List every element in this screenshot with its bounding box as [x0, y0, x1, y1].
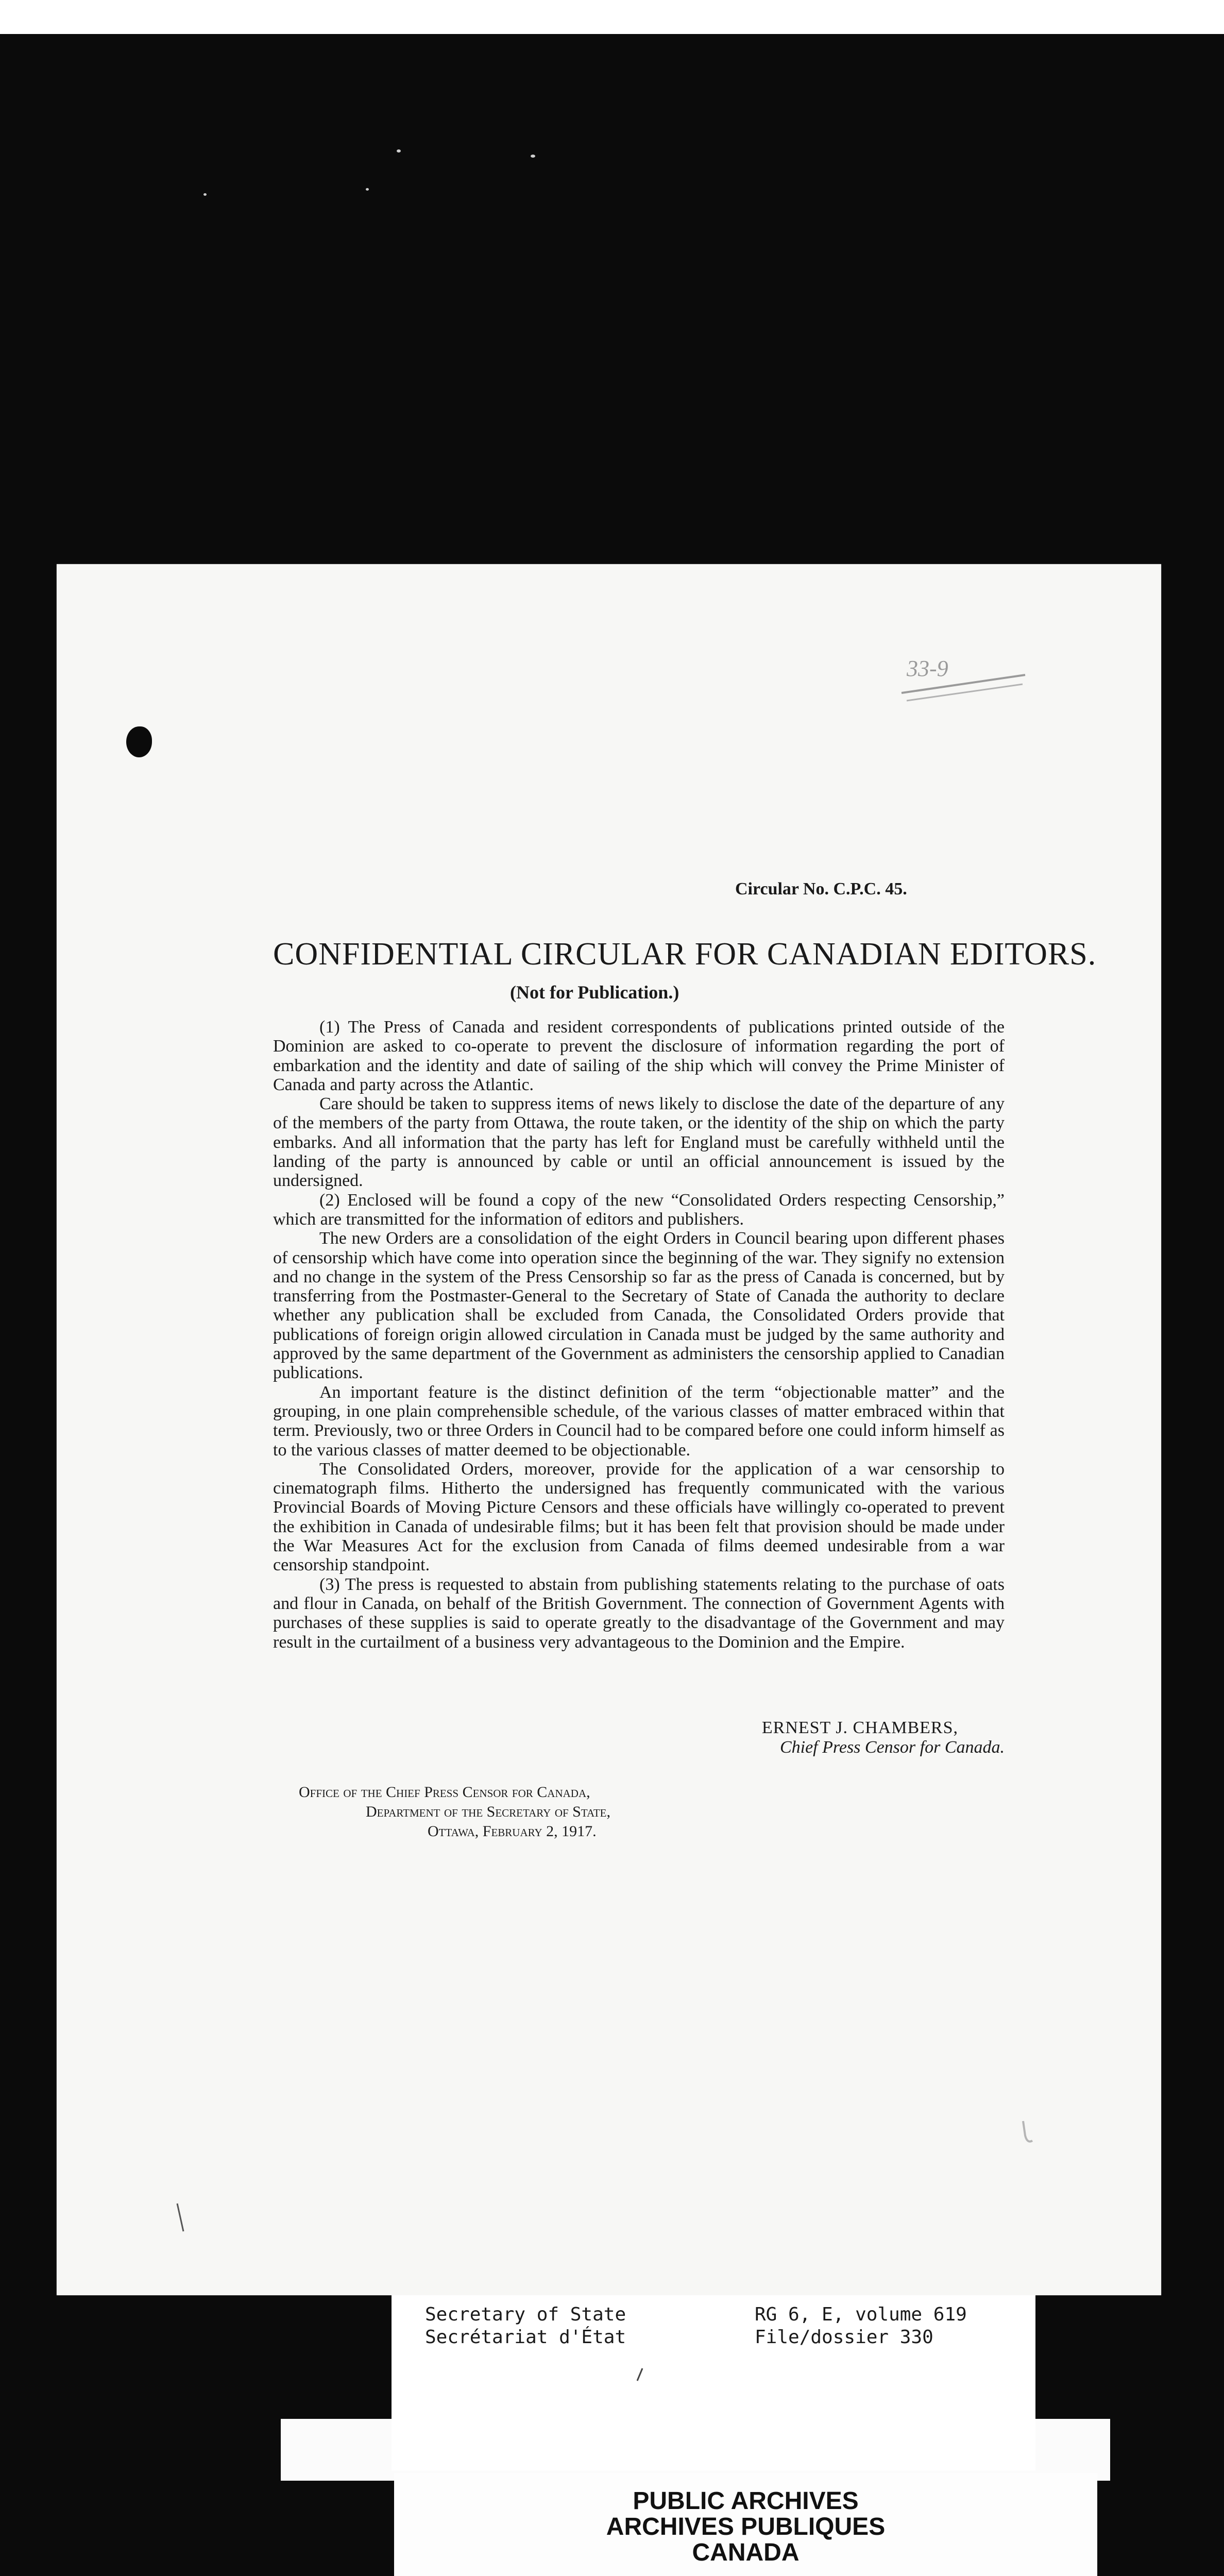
page-blemish [175, 2202, 185, 2233]
label-department-en: Secretary of State [425, 2304, 626, 2325]
stamp-line-1: PUBLIC ARCHIVES [633, 2487, 859, 2515]
scan-speck [397, 149, 401, 152]
office-line: Office of the Chief Press Censor for Canada, [299, 1784, 590, 1801]
document-subtitle: (Not for Publication.) [510, 982, 679, 1003]
office-address [299, 1783, 610, 1841]
handwritten-note [896, 644, 1030, 706]
label-blemish [636, 2367, 643, 2382]
page-blemish [1020, 2120, 1034, 2146]
archive-stamp [394, 2473, 1097, 2576]
label-record-group: RG 6, E, volume 619 [755, 2304, 967, 2325]
scan-top-edge [0, 0, 1224, 34]
paragraph: (1) The Press of Canada and resident correspondents of publications printed outside of the Dominion are asked to co-operate to prevent the disclosure of information regarding the port of embarkation and the identity and date of sailing of the ship which will convey the Prime Minister of Canada and party across the Atlantic. [273, 1018, 1005, 1094]
label-department-fr: Secrétariat d'État [425, 2327, 626, 2348]
scan-speck [531, 155, 535, 158]
signature-title: Chief Press Censor for Canada. [779, 1738, 1005, 1757]
circular-number: Circular No. C.P.C. 45. [735, 879, 907, 899]
stamp-line-3: CANADA [692, 2539, 800, 2566]
paragraph: (2) Enclosed will be found a copy of the new “Consolidated Orders respecting Censorship,” which are transmitted for the information of editors and publishers. [273, 1190, 1005, 1229]
signature-block [649, 1718, 1005, 1757]
scan-speck [203, 193, 207, 196]
punch-hole [126, 726, 152, 757]
archive-reference-label [392, 2295, 1035, 2470]
paragraph: (3) The press is requested to abstain from publishing statements relating to the purchase of oats and flour in Canada, on behalf of the British Government. The connection of Government Agents with purchases of these supplies is said to operate greatly to the disadvantage of the Government and may result in the curtailment of a business very advantageous to the Dominion and the Empire. [273, 1574, 1005, 1652]
stamp-line-2: ARCHIVES PUBLIQUES [606, 2513, 886, 2540]
paragraph: The Consolidated Orders, moreover, provide for the application of a war censorship to cinematograph films. Hitherto the undersigned has frequently communicated with the various Provincial Boards of Moving Picture Censors and these officials have willingly co-operated to prevent the exhibition in Canada of undesirable films; but it has been felt that provision should be made under the War Measures Act for the exclusion from Canada of films deemed undesirable from a war censorship standpoint. [273, 1459, 1005, 1575]
office-line: Department of the Secretary of State, [366, 1803, 610, 1820]
office-line: Ottawa, February 2, 1917. [428, 1823, 597, 1840]
paragraph: The new Orders are a consolidation of the eight Orders in Council bearing upon different phases of censorship which have come into operation since the beginning of the war. They signify no extension and no change in the system of the Press Censorship so far as the press of Canada is concerned, but by transferring from the Postmaster-General to the Secretary of State of Canada the authority to declare whether any publication shall be excluded from Canada, the Consolidated Orders provide that publications of foreign origin allowed circulation in Canada must be judged by the same authority and approved by the same department of the Government as administers the censorship applied to Canadian publications. [273, 1229, 1005, 1383]
document-page [57, 564, 1161, 2295]
label-file-number: File/dossier 330 [755, 2327, 933, 2348]
scan-speck [366, 188, 369, 191]
paragraph: An important feature is the distinct definition of the term “objectionable matter” and the grouping, in one plain comprehensible schedule, of the various classes of matter embraced within that term. Previously, two or three Orders in Council had to be compared before one could inform himself as to the various classes of matter deemed to be objectionable. [273, 1382, 1005, 1460]
signature-name: ERNEST J. CHAMBERS, [761, 1718, 958, 1737]
paragraph: Care should be taken to suppress items of news likely to disclose the date of the departure of any of the members of the party from Ottawa, the route taken, or the identity of the ship on which the party embarks. And all information that the party has left for England must be carefully withheld until the landing of the party is announced by cable or until an official announcement is issued by the undersigned. [273, 1094, 1005, 1191]
handwritten-note-text: 33-9 [907, 656, 948, 681]
document-title: CONFIDENTIAL CIRCULAR FOR CANADIAN EDITORS. [273, 937, 1097, 972]
circular-body [273, 1018, 1005, 1652]
